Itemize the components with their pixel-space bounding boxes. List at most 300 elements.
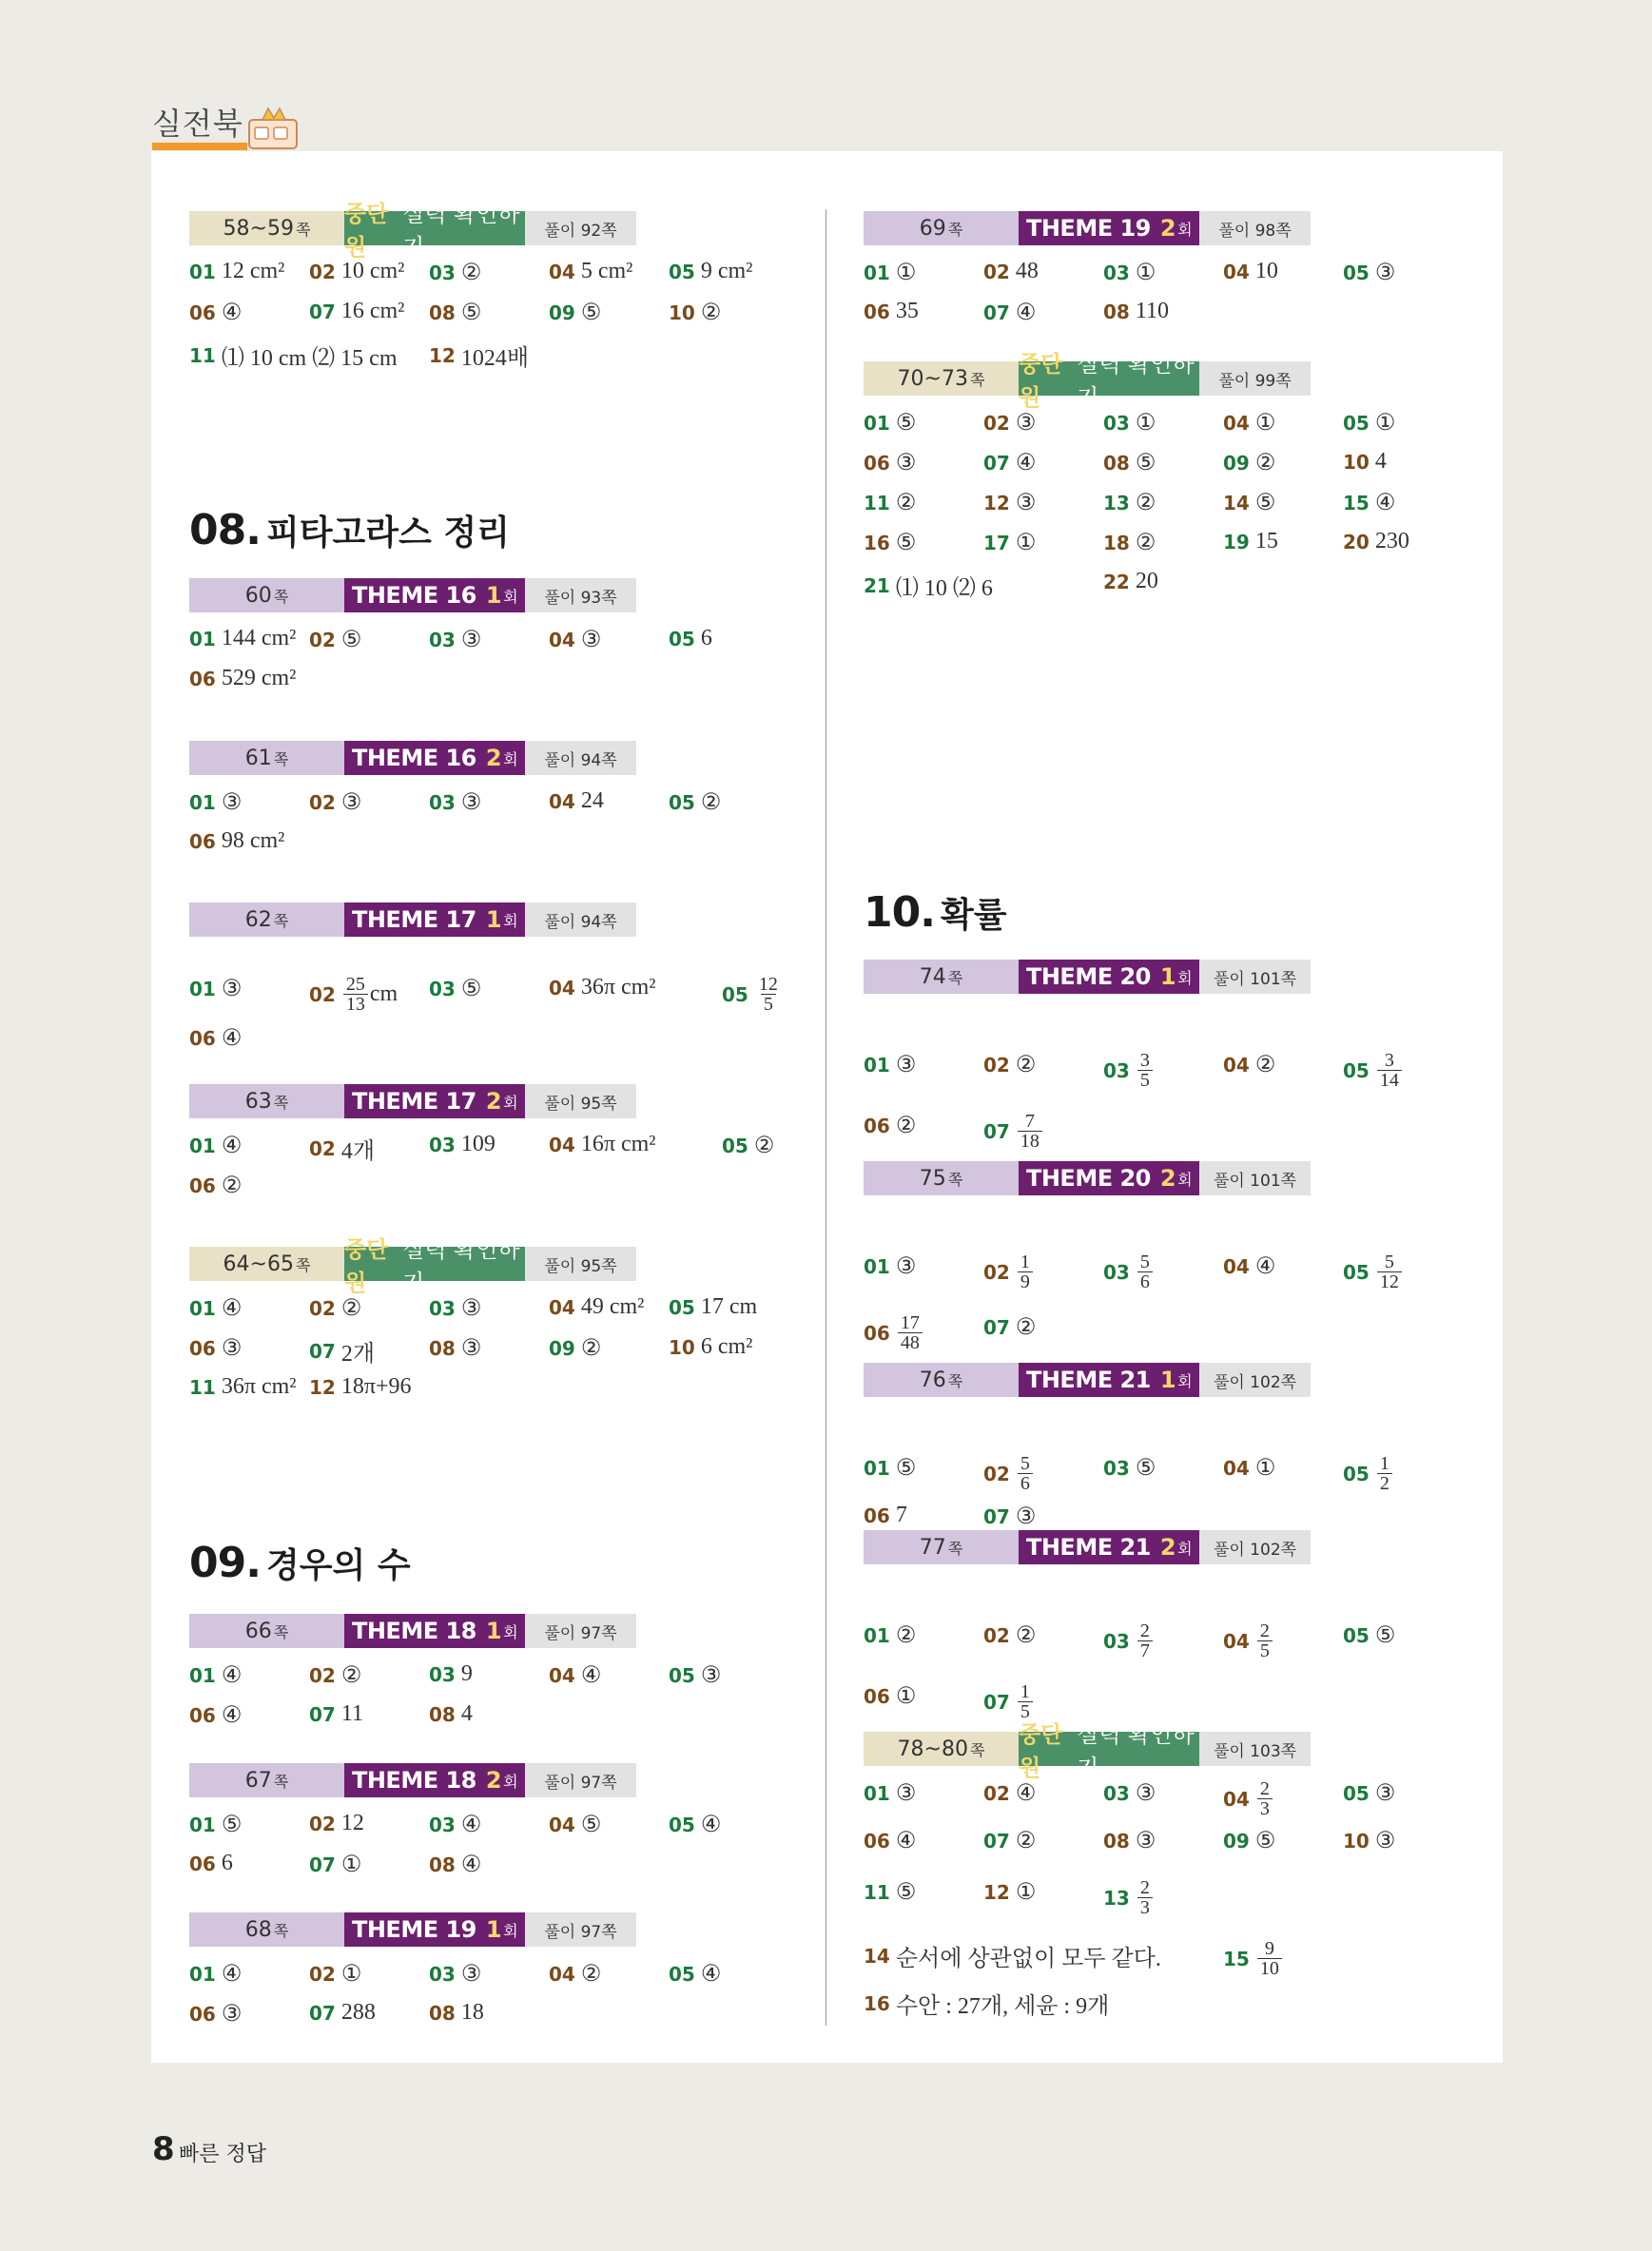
answer-value: ③ bbox=[1374, 261, 1396, 285]
answer-item bbox=[1343, 1051, 1404, 1090]
block-78-80 bbox=[864, 1721, 1396, 2019]
answer-item bbox=[864, 1779, 916, 1807]
answer-number: 01 bbox=[189, 1663, 216, 1687]
answer-item bbox=[549, 1294, 644, 1320]
answer-item bbox=[669, 1334, 752, 1360]
answer-number: 05 bbox=[1343, 1623, 1370, 1647]
answer-item bbox=[669, 626, 712, 651]
mid-unit-label: 중단원 실력 확인하기 bbox=[1019, 361, 1199, 396]
answer-item bbox=[864, 529, 916, 556]
answer-value: ① bbox=[1015, 1880, 1037, 1905]
answer-number: 03 bbox=[1103, 411, 1130, 435]
answer-number: 01 bbox=[864, 1456, 890, 1480]
answer-number: 06 bbox=[189, 1336, 216, 1360]
solution-ref: 풀이 101쪽 bbox=[1199, 960, 1311, 994]
answer-value: 18 bbox=[460, 2000, 484, 2025]
answer-item bbox=[549, 1960, 601, 1988]
page-range: 68 쪽 bbox=[189, 1912, 344, 1947]
answer-value: ③ bbox=[460, 1336, 482, 1361]
answer-value: ③ bbox=[1015, 1504, 1037, 1529]
answer-item bbox=[983, 1313, 1036, 1341]
section-title-10: 10. 확률 bbox=[864, 888, 1007, 937]
answer-item bbox=[983, 449, 1036, 476]
answer-number: 04 bbox=[1223, 1456, 1250, 1480]
answer-value: ④ bbox=[221, 301, 243, 325]
answer-item bbox=[189, 1374, 296, 1400]
answer-number: 01 bbox=[189, 977, 216, 1000]
answer-item bbox=[669, 788, 721, 816]
answer-item bbox=[189, 1851, 233, 1876]
numerator: 1 bbox=[1020, 1252, 1030, 1272]
fraction bbox=[1257, 1779, 1273, 1818]
answer-number: 03 bbox=[429, 977, 456, 1000]
answer-number: 06 bbox=[864, 451, 890, 475]
answer-item bbox=[549, 1334, 601, 1362]
answer-item bbox=[429, 299, 481, 326]
answer-number: 06 bbox=[189, 1026, 216, 1050]
answer-item bbox=[1343, 449, 1387, 475]
solution-ref: 풀이 102쪽 bbox=[1199, 1363, 1311, 1397]
answer-item bbox=[309, 259, 404, 284]
answer-value: 10 bbox=[1254, 259, 1278, 283]
block-header bbox=[189, 1912, 636, 1947]
answer-value: 16 cm² bbox=[340, 299, 405, 323]
answer-number: 06 bbox=[189, 2002, 216, 2026]
answer-item bbox=[983, 1112, 1044, 1151]
answer-number: 06 bbox=[189, 1852, 216, 1875]
block-header bbox=[189, 1614, 636, 1648]
block-header bbox=[189, 741, 636, 775]
answer-number: 07 bbox=[983, 1119, 1010, 1143]
answer-number: 05 bbox=[669, 1295, 695, 1319]
answer-value: ⑤ bbox=[580, 1813, 602, 1837]
answer-value: 12 bbox=[340, 1811, 364, 1835]
block-58-59 bbox=[189, 201, 753, 371]
answer-value: ③ bbox=[1015, 491, 1037, 515]
answer-value: ③ bbox=[895, 451, 917, 475]
answer-item bbox=[864, 1621, 916, 1649]
answer-value: ④ bbox=[460, 1813, 482, 1837]
answer-item bbox=[429, 339, 529, 372]
answer-number: 04 bbox=[549, 976, 575, 999]
denominator: 3 bbox=[1257, 1798, 1273, 1818]
answer-item bbox=[429, 788, 481, 816]
numerator: 3 bbox=[1384, 1050, 1394, 1071]
answer-item bbox=[189, 2000, 242, 2028]
answer-item bbox=[549, 1132, 655, 1157]
block-76 bbox=[864, 1363, 1390, 1529]
answer-number: 01 bbox=[189, 790, 216, 814]
answer-value: ③ bbox=[1374, 1829, 1396, 1853]
answer-value: 6 bbox=[221, 1851, 233, 1875]
answer-item bbox=[309, 299, 404, 324]
page-range: 77 쪽 bbox=[864, 1530, 1019, 1564]
answer-number: 05 bbox=[669, 260, 695, 283]
solution-ref: 풀이 92쪽 bbox=[525, 211, 636, 245]
answer-number: 06 bbox=[864, 1684, 890, 1708]
answer-number: 04 bbox=[549, 1295, 575, 1319]
answer-value: ① bbox=[895, 261, 917, 285]
answer-number: 05 bbox=[669, 1962, 695, 1986]
denominator: 14 bbox=[1377, 1070, 1402, 1090]
answer-item bbox=[1223, 1051, 1275, 1078]
answer-item bbox=[429, 259, 481, 286]
answer-value: ④ bbox=[700, 1813, 722, 1837]
answer-number: 01 bbox=[189, 627, 216, 650]
answer-value: ③ bbox=[221, 1336, 243, 1361]
answer-number: 05 bbox=[669, 790, 695, 814]
answer-item bbox=[189, 1661, 242, 1689]
answer-item bbox=[429, 1334, 481, 1362]
answer-number: 02 bbox=[983, 260, 1010, 283]
answer-number: 01 bbox=[864, 411, 890, 435]
fraction bbox=[1018, 1252, 1033, 1291]
answer-item bbox=[309, 1294, 361, 1322]
answer-number: 06 bbox=[864, 300, 890, 323]
answer-item bbox=[669, 1661, 721, 1689]
answer-item bbox=[669, 299, 721, 326]
answer-value: ⑴ 10 cm ⑵ 15 cm bbox=[221, 346, 398, 371]
answer-number: 01 bbox=[864, 261, 890, 284]
answer-value: ③ bbox=[221, 977, 243, 1001]
answer-number: 02 bbox=[309, 1962, 336, 1986]
answer-number: 11 bbox=[864, 1880, 890, 1904]
answer-value: ⑤ bbox=[460, 977, 482, 1001]
answer-number: 01 bbox=[189, 1962, 216, 1986]
block-header bbox=[189, 902, 636, 937]
answer-item bbox=[1223, 1827, 1275, 1854]
section-title-08: 08. 피타고라스 정리 bbox=[189, 506, 510, 554]
answer-number: 07 bbox=[983, 451, 1010, 475]
answer-number: 22 bbox=[1103, 570, 1130, 593]
answer-number: 03 bbox=[429, 1662, 456, 1686]
denominator: 9 bbox=[1018, 1271, 1033, 1291]
answer-value: ② bbox=[1135, 491, 1156, 515]
denominator: 3 bbox=[1137, 1897, 1153, 1917]
block-61 bbox=[189, 741, 722, 853]
answer-value: ⑤ bbox=[895, 411, 917, 436]
answer-item bbox=[1103, 1051, 1155, 1090]
block-77 bbox=[864, 1530, 1396, 1722]
answer-item bbox=[1223, 1454, 1275, 1482]
answer-item bbox=[1223, 409, 1275, 437]
answer-value: ② bbox=[1254, 1053, 1276, 1077]
block-68 bbox=[189, 1912, 722, 2027]
answer-item bbox=[983, 1779, 1036, 1807]
answer-item bbox=[189, 259, 284, 284]
answer-item bbox=[1343, 1252, 1404, 1291]
denominator: 6 bbox=[1018, 1473, 1033, 1493]
solution-ref: 풀이 94쪽 bbox=[525, 902, 636, 937]
answer-item bbox=[429, 1132, 496, 1157]
answer-item bbox=[864, 569, 993, 602]
answer-value: ③ bbox=[1374, 1781, 1396, 1806]
fraction bbox=[1377, 1252, 1402, 1291]
answer-item bbox=[1223, 259, 1278, 284]
answer-item bbox=[189, 666, 296, 691]
block-62 bbox=[189, 902, 778, 1051]
answer-item bbox=[309, 1960, 361, 1988]
answer-number: 05 bbox=[1343, 1058, 1370, 1082]
page-range: 67 쪽 bbox=[189, 1763, 344, 1797]
answer-value: ② bbox=[895, 1114, 917, 1138]
book-label-underline bbox=[152, 143, 247, 150]
block-header bbox=[189, 201, 636, 261]
fraction bbox=[1018, 1454, 1033, 1493]
answer-item bbox=[549, 975, 655, 1000]
answer-value: ② bbox=[1015, 1829, 1037, 1853]
answer-value: ④ bbox=[221, 1296, 243, 1321]
numerator: 3 bbox=[1139, 1050, 1150, 1071]
answer-item bbox=[429, 1661, 473, 1687]
numerator: 1 bbox=[1379, 1453, 1390, 1474]
answer-item bbox=[864, 1503, 907, 1528]
answer-value: ① bbox=[340, 1853, 362, 1877]
answer-item bbox=[983, 409, 1036, 437]
answer-number: 05 bbox=[669, 1813, 695, 1836]
fraction bbox=[1137, 1878, 1153, 1917]
answer-number: 07 bbox=[983, 1504, 1010, 1528]
answer-item bbox=[1343, 529, 1409, 554]
denominator: 12 bbox=[1377, 1271, 1402, 1291]
answer-value: cm bbox=[369, 981, 398, 1006]
answer-value: ② bbox=[895, 1623, 917, 1648]
answer-item bbox=[309, 1661, 361, 1689]
answer-item bbox=[309, 1374, 412, 1400]
answer-number: 06 bbox=[864, 1504, 890, 1527]
answer-number: 05 bbox=[722, 982, 748, 1006]
answer-value: ④ bbox=[460, 1853, 482, 1877]
answer-item bbox=[983, 1621, 1036, 1649]
answer-value: ② bbox=[895, 491, 917, 515]
answer-number: 19 bbox=[1223, 530, 1250, 553]
answer-number: 04 bbox=[1223, 411, 1250, 435]
answer-item bbox=[189, 975, 242, 1002]
answer-item bbox=[309, 1334, 375, 1368]
solution-ref: 풀이 97쪽 bbox=[525, 1763, 636, 1797]
block-header bbox=[189, 1763, 636, 1797]
answer-item bbox=[1103, 489, 1156, 516]
answer-item bbox=[429, 1960, 481, 1988]
answer-value: 144 cm² bbox=[221, 626, 297, 650]
answer-number: 03 bbox=[1103, 1260, 1130, 1284]
answer-value: 35 bbox=[895, 299, 919, 323]
page-range: 69 쪽 bbox=[864, 211, 1019, 245]
answer-item bbox=[722, 1132, 774, 1159]
answer-value: ④ bbox=[1254, 1254, 1276, 1279]
answer-value: ② bbox=[460, 261, 482, 285]
answer-item bbox=[189, 1024, 242, 1052]
answer-value: 10 cm² bbox=[340, 259, 405, 283]
answer-number: 09 bbox=[549, 301, 575, 324]
answer-item bbox=[429, 1294, 481, 1322]
answer-value: 5 cm² bbox=[580, 259, 633, 283]
answer-item bbox=[429, 626, 481, 653]
answer-value: ③ bbox=[895, 1053, 917, 1077]
answer-number: 07 bbox=[309, 1339, 336, 1363]
answer-number: 13 bbox=[1103, 491, 1130, 514]
answer-item bbox=[309, 626, 361, 653]
answer-item bbox=[189, 1960, 242, 1988]
answer-number: 02 bbox=[309, 1136, 336, 1160]
answer-value: 17 cm bbox=[700, 1294, 758, 1319]
answer-value: ② bbox=[340, 1296, 362, 1321]
answer-number: 01 bbox=[864, 1254, 890, 1278]
answer-number: 03 bbox=[429, 1813, 456, 1836]
footer-label: 빠른 정답 bbox=[179, 2143, 267, 2166]
answer-item bbox=[1223, 449, 1275, 476]
answer-value: 109 bbox=[460, 1132, 496, 1156]
numerator: 5 bbox=[1020, 1453, 1030, 1474]
answer-item bbox=[189, 1334, 242, 1362]
answer-number: 03 bbox=[429, 261, 456, 284]
numerator: 25 bbox=[345, 974, 365, 995]
answer-value: 2개 bbox=[340, 1342, 376, 1367]
answer-item bbox=[549, 259, 632, 284]
answer-item bbox=[1223, 489, 1275, 516]
answer-number: 07 bbox=[309, 2001, 336, 2025]
answer-value: ④ bbox=[700, 1962, 722, 1987]
answer-item bbox=[1223, 1779, 1274, 1818]
answer-value: ⑤ bbox=[1135, 451, 1156, 475]
answer-value: ③ bbox=[1015, 411, 1037, 436]
answer-number: 21 bbox=[864, 573, 890, 597]
answer-value: ① bbox=[1374, 411, 1396, 436]
denominator: 5 bbox=[1018, 1701, 1033, 1721]
block-75 bbox=[864, 1161, 1399, 1353]
answer-value: 110 bbox=[1135, 299, 1169, 323]
answer-value: ④ bbox=[221, 1134, 243, 1158]
answer-item bbox=[864, 1939, 1161, 1972]
answer-item bbox=[864, 409, 916, 437]
answer-value: 순서에 상관없이 모두 같다. bbox=[895, 1947, 1161, 1971]
answer-value: ③ bbox=[460, 1296, 482, 1321]
answer-number: 10 bbox=[1343, 450, 1370, 474]
answer-item bbox=[189, 788, 242, 816]
answer-item bbox=[864, 1252, 916, 1280]
block-70-73 bbox=[864, 351, 1409, 601]
solution-ref: 풀이 101쪽 bbox=[1199, 1161, 1311, 1195]
denominator: 48 bbox=[898, 1332, 923, 1352]
answer-value: ② bbox=[700, 790, 722, 815]
answer-item bbox=[1103, 569, 1158, 594]
numerator: 2 bbox=[1259, 1620, 1270, 1641]
page-range: 64~65 쪽 bbox=[189, 1247, 344, 1281]
answer-number: 04 bbox=[1223, 1053, 1250, 1077]
answer-value: ⑤ bbox=[221, 1813, 243, 1837]
answer-item bbox=[864, 1827, 916, 1854]
theme-label: THEME 16 1 회 bbox=[344, 578, 525, 612]
theme-label: THEME 16 2 회 bbox=[344, 741, 525, 775]
answer-number: 20 bbox=[1343, 530, 1370, 553]
answer-number: 05 bbox=[722, 1134, 748, 1157]
answer-item bbox=[1103, 1454, 1156, 1482]
answer-number: 06 bbox=[189, 829, 216, 853]
answer-item bbox=[1343, 259, 1395, 286]
page-range: 66 쪽 bbox=[189, 1614, 344, 1648]
answer-number: 04 bbox=[1223, 1629, 1250, 1653]
answer-value: ④ bbox=[1015, 301, 1037, 325]
answer-value: 36π cm² bbox=[580, 975, 656, 999]
page-range: 58~59 쪽 bbox=[189, 211, 344, 245]
numerator: 2 bbox=[1259, 1778, 1270, 1799]
answer-number: 02 bbox=[983, 1781, 1010, 1805]
theme-label: THEME 18 2 회 bbox=[344, 1763, 525, 1797]
answer-value: ① bbox=[340, 1962, 362, 1987]
answer-number: 08 bbox=[1103, 451, 1130, 475]
fraction bbox=[898, 1313, 923, 1352]
answer-number: 02 bbox=[309, 1812, 336, 1835]
answer-number: 01 bbox=[189, 1813, 216, 1836]
answer-value: ② bbox=[580, 1962, 602, 1987]
answer-number: 02 bbox=[309, 260, 336, 283]
answer-value: ① bbox=[1015, 531, 1037, 555]
answer-value: 수안 : 27개, 세윤 : 9개 bbox=[895, 1994, 1110, 2019]
answer-value: 18π+96 bbox=[340, 1374, 412, 1399]
answer-item bbox=[1103, 409, 1156, 437]
answer-number: 03 bbox=[429, 628, 456, 651]
answer-item bbox=[549, 1661, 601, 1689]
answer-value: 288 bbox=[340, 2000, 376, 2025]
answer-number: 05 bbox=[1343, 1260, 1370, 1284]
denominator: 6 bbox=[1137, 1271, 1153, 1291]
block-header bbox=[189, 1084, 636, 1118]
solution-ref: 풀이 97쪽 bbox=[525, 1614, 636, 1648]
answer-value: ⑤ bbox=[895, 1456, 917, 1481]
answer-value: 6 bbox=[700, 626, 712, 650]
answer-value: ④ bbox=[1015, 451, 1037, 475]
answer-number: 04 bbox=[1223, 1787, 1250, 1811]
answer-item bbox=[309, 975, 398, 1014]
numerator: 2 bbox=[1139, 1620, 1150, 1641]
answer-number: 06 bbox=[864, 1829, 890, 1853]
answer-number: 15 bbox=[1343, 491, 1370, 514]
answer-item bbox=[189, 299, 242, 326]
answer-item bbox=[1103, 299, 1169, 324]
answer-item bbox=[1223, 1939, 1284, 1978]
denominator: 5 bbox=[761, 994, 776, 1014]
answer-number: 08 bbox=[429, 1702, 456, 1726]
answer-number: 02 bbox=[983, 1462, 1010, 1485]
answer-item bbox=[1103, 449, 1156, 476]
answer-item bbox=[864, 259, 916, 286]
answer-number: 03 bbox=[1103, 261, 1130, 284]
answer-item bbox=[309, 1132, 375, 1165]
answer-number: 08 bbox=[429, 1853, 456, 1876]
answer-number: 02 bbox=[309, 790, 336, 814]
answer-value: ④ bbox=[221, 1663, 243, 1688]
answer-item bbox=[309, 2000, 376, 2026]
answer-value: 4 bbox=[1374, 449, 1387, 474]
answer-value: 48 bbox=[1015, 259, 1039, 283]
block-header bbox=[864, 1363, 1311, 1397]
answer-number: 04 bbox=[549, 1962, 575, 1986]
answer-item bbox=[309, 1851, 361, 1878]
answer-number: 03 bbox=[1103, 1629, 1130, 1653]
answer-value: ④ bbox=[580, 1663, 602, 1688]
answer-number: 01 bbox=[864, 1781, 890, 1805]
denominator: 5 bbox=[1137, 1070, 1153, 1090]
answer-item bbox=[429, 975, 481, 1002]
numerator: 5 bbox=[1139, 1252, 1150, 1272]
answer-item bbox=[864, 489, 916, 516]
numerator: 17 bbox=[900, 1312, 920, 1333]
block-64-65 bbox=[189, 1236, 758, 1399]
answer-number: 07 bbox=[983, 1690, 1010, 1714]
solution-ref: 풀이 98쪽 bbox=[1199, 211, 1311, 245]
answer-item bbox=[864, 1878, 916, 1906]
answer-number: 09 bbox=[1223, 451, 1250, 475]
